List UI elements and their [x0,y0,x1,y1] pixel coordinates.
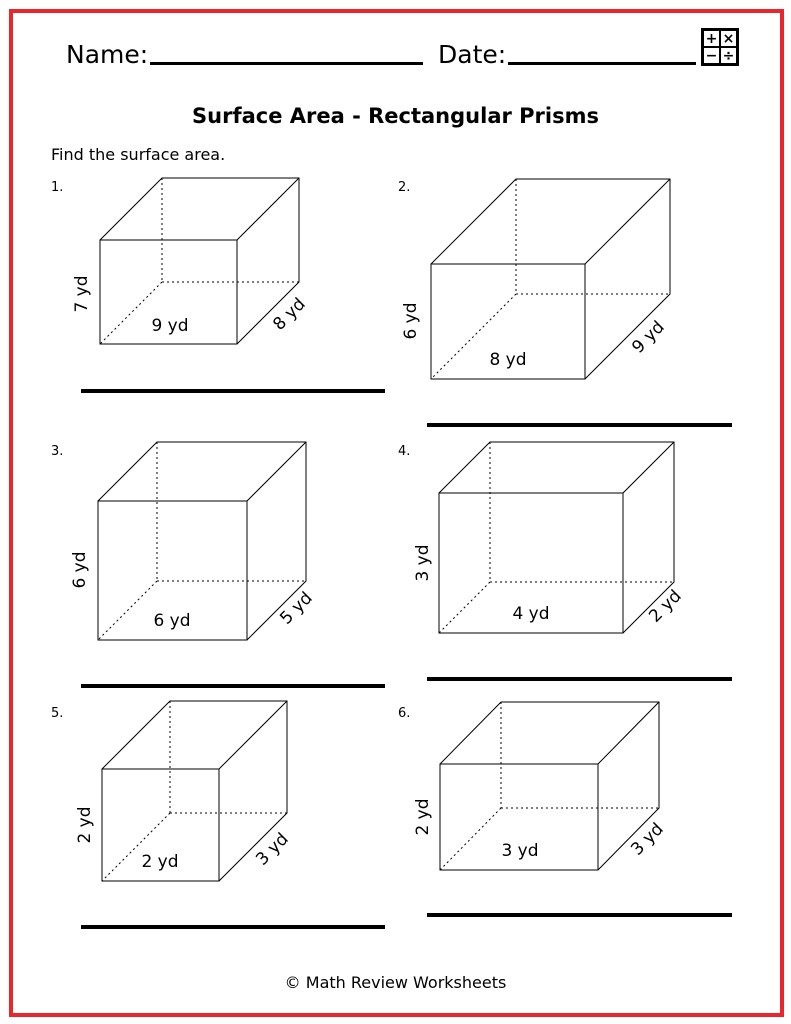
length-label: 6 yd [153,611,191,631]
minus-icon: − [703,47,720,64]
problem-number: 5. [51,706,64,721]
footer-copyright: © Math Review Worksheets [284,973,507,992]
height-label: 6 yd [401,302,421,340]
height-label: 2 yd [75,806,95,844]
problem-number: 6. [398,706,411,721]
worksheet-title: Surface Area - Rectangular Prisms [192,104,599,128]
instructions: Find the surface area. [51,145,226,164]
problem-number: 2. [398,180,411,195]
depth-label: 9 yd [628,317,669,358]
answer-line[interactable] [81,684,385,688]
problem-number: 1. [51,180,64,195]
problem-number: 3. [51,444,64,459]
answer-line[interactable] [427,913,732,917]
divide-icon: ÷ [720,47,737,64]
problem-number: 4. [398,444,411,459]
answer-line[interactable] [81,389,385,393]
height-label: 3 yd [413,544,433,582]
depth-label: 5 yd [276,588,317,629]
height-label: 2 yd [413,798,433,836]
answer-line[interactable] [81,925,385,929]
length-label: 4 yd [512,604,550,624]
prism-6 [440,702,659,870]
depth-label: 8 yd [269,294,310,335]
length-label: 8 yd [489,350,527,370]
depth-label: 2 yd [645,586,686,627]
date-label: Date: [438,40,507,69]
length-label: 2 yd [141,852,179,872]
prism-3 [98,442,306,640]
prism-1 [100,178,299,344]
length-label: 9 yd [151,316,189,336]
times-icon: × [720,30,737,47]
prism-4 [439,442,674,633]
answer-line[interactable] [427,677,732,681]
length-label: 3 yd [501,841,539,861]
depth-label: 3 yd [627,819,668,860]
depth-label: 3 yd [252,829,293,870]
name-label: Name: [66,40,149,69]
height-label: 6 yd [70,551,90,589]
height-label: 7 yd [72,275,92,313]
plus-icon: + [703,30,720,47]
answer-line[interactable] [427,423,732,427]
